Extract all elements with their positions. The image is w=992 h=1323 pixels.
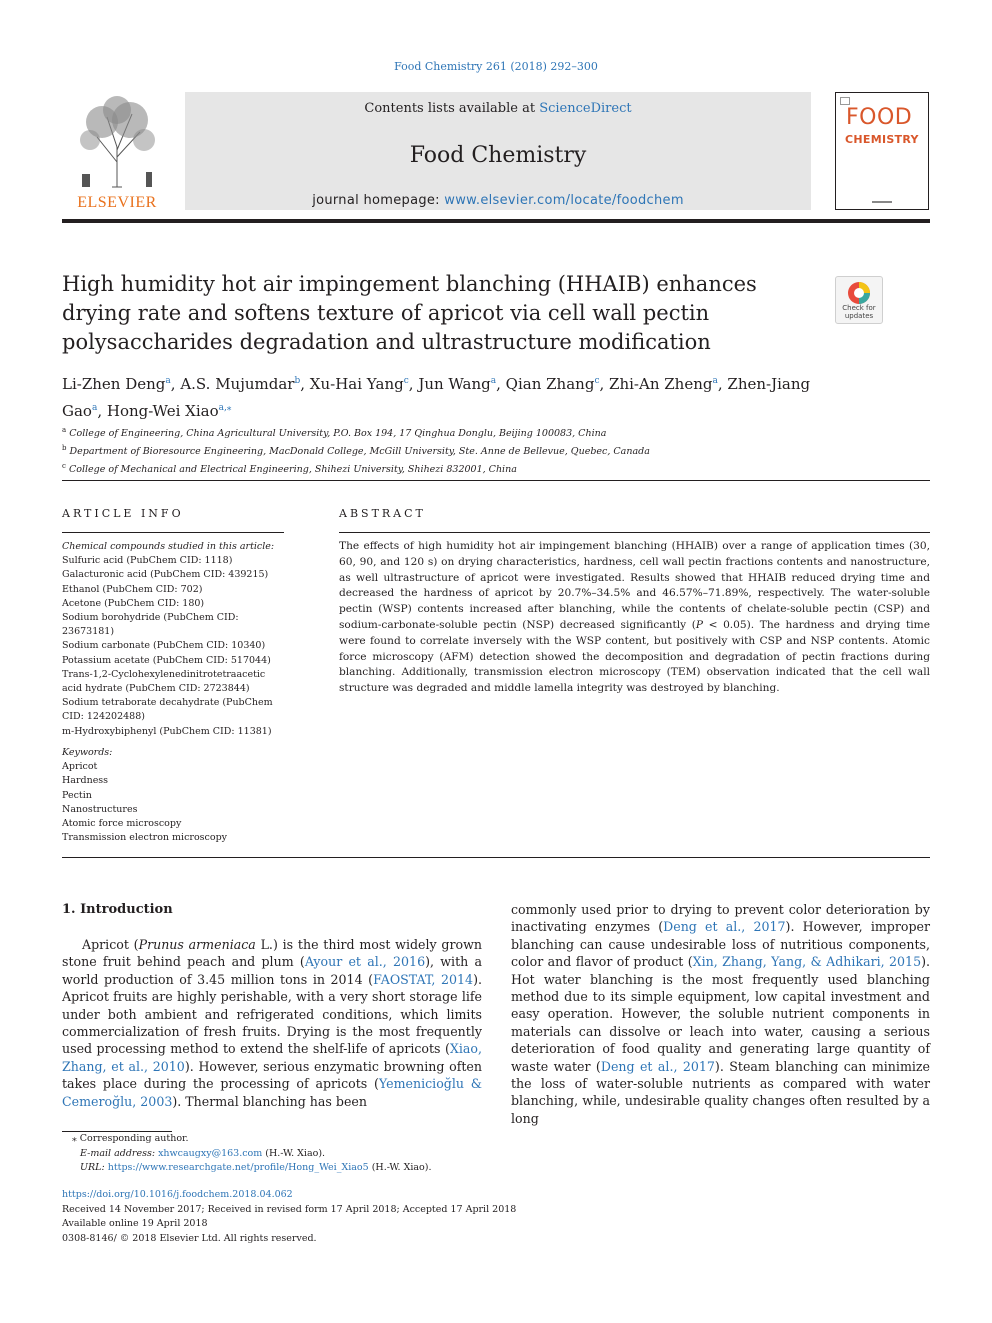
affiliation-item: $^b$ Department of Bioresource Engineering, MacDonald College, McGill University, Ste. Anne de Bellevue, Quebec, Canada [62, 444, 650, 458]
journal-name: Food Chemistry [409, 143, 587, 168]
keyword-item: Apricot [62, 761, 98, 773]
journal-citation[interactable]: Food Chemistry 261 (2018) 292–300 [394, 60, 598, 73]
keyword-list [62, 760, 287, 845]
contents-line: Contents lists available at ScienceDirect [364, 101, 632, 116]
compound-item: Potassium acetate (PubChem CID: 517044) [62, 654, 271, 666]
online-date: Available online 19 April 2018 [62, 1218, 208, 1229]
cover-logo-mark [840, 97, 850, 105]
compound-item: Trans-1,2-Cyclohexylenedinitrotetraacetic acid hydrate (PubChem CID: 2723844) [62, 668, 266, 695]
author-name[interactable]: Zhen-Jiang Gao [62, 375, 811, 420]
compound-item: Ethanol (PubChem CID: 702) [62, 583, 203, 595]
article-info-heading: ARTICLE INFO [62, 507, 184, 520]
crossmark-icon [847, 281, 871, 305]
author-name[interactable]: Li-Zhen Deng [62, 375, 166, 393]
cover-footer-mark [872, 201, 892, 203]
author-affiliation-mark[interactable]: b [294, 376, 301, 386]
article-title: High humidity hot air impingement blanching (HHAIB) enhances drying rate and softens texture of apricot via cell wall pectin polysaccharides degradation and ultrastructure modification [62, 272, 757, 354]
journal-cover [835, 92, 929, 210]
body-text: ). Thermal blanching has been [172, 1093, 367, 1109]
body-column-left [62, 936, 482, 1110]
cover-title-food: FOOD [846, 105, 913, 130]
affiliations [62, 423, 862, 477]
author-name[interactable]: Hong-Wei Xiao [106, 402, 219, 420]
publication-info [62, 1188, 662, 1246]
section-rule [62, 480, 930, 481]
citation-link[interactable]: Ayour et al., 2016 [304, 954, 426, 970]
copyright: 0308-8146/ © 2018 Elsevier Ltd. All rights reserved. [62, 1232, 317, 1244]
abstract-rule [339, 532, 930, 533]
author-affiliation-mark[interactable]: c [594, 376, 600, 386]
body-text: ). However, improper blanching can cause undesirable loss of nutritious components, color and flavor of product ( [511, 919, 930, 970]
abstract-text: The effects of high humidity hot air impingement blanching (HHAIB) over a range of application times (30, 60, 90, and 120 s) on drying characteristics, hardness, cell wall pectin fractions contents and nanostructure, as well ultrastructure of apricot were investigated. Results showed that HHAIB reduced drying time and decreased the hardness of apricot by 20.7%–34.5% and 46.57%–71.89%, respectively. The water-soluble pectin (WSP) contents increased after blanching, while the contents of chelate-soluble pectin (CSP) and sodium-carbonate-soluble pectin (NSP) decreased significantly (P < 0.05). The hardness and drying time were found to correlate inversely with the WSP content, but positively with CSP and NSP contents. Atomic force microscopy (AFM) detection showed the decomposition and degradation of pectin fractions during blanching. Additionally, transmission electron microscopy (TEM) observation indicated that the cell wall structure was degraded and middle lamella integrity was destroyed by blanching. [339, 540, 930, 695]
compound-item: m-Hydroxybiphenyl (PubChem CID: 11381) [62, 725, 272, 737]
check-for-updates-badge[interactable] [835, 276, 883, 324]
received-dates: Received 14 November 2017; Received in revised form 17 April 2018; Accepted 17 April 2018 [62, 1203, 517, 1215]
author-affiliation-mark[interactable]: a [712, 376, 718, 386]
author-affiliation-mark[interactable]: a [490, 376, 497, 386]
author-name[interactable]: Jun Wang [418, 375, 491, 393]
keywords [62, 746, 287, 845]
email-note: E-mail address: xhwcaugxy@163.com (H.-W. Xiao). [80, 1147, 326, 1159]
body-text: ). Steam blanching can minimize the loss of water-soluble nutrients as compared with water blanching, while, undesirable quality changes often resulted by a long [511, 1058, 931, 1126]
cover-title-chemistry: CHEMISTRY [845, 133, 919, 146]
footnotes [62, 1132, 562, 1176]
homepage-line: journal homepage: www.elsevier.com/locate/foodchem [312, 193, 684, 208]
keyword-item: Transmission electron microscopy [62, 832, 228, 844]
homepage-link[interactable]: www.elsevier.com/locate/foodchem [444, 193, 684, 208]
author-affiliation-mark[interactable]: a [91, 403, 98, 413]
url-note: URL: https://www.researchgate.net/profile/Hong_Wei_Xiao5 (H.-W. Xiao). [80, 1162, 432, 1173]
elsevier-wordmark: ELSEVIER [77, 194, 157, 211]
compound-item: Galacturonic acid (PubChem CID: 439215) [62, 569, 269, 581]
author-list: Li-Zhen Deng$^a$, A.S. Mujumdar$^b$, Xu-Hai Yang$^c$, Jun Wang$^a$, Qian Zhang$^c$, Zhi-An Zheng$^a$, Zhen-Jiang Gao$^a$, Hong-Wei Xiao$^{a,⁎}$ [62, 375, 811, 420]
author-name[interactable]: A.S. Mujumdar [180, 375, 295, 393]
compound-item: Sodium borohydride (PubChem CID: 23673181) [62, 612, 239, 638]
citation-link[interactable]: Yemenicioğlu & Cemeroğlu, 2003 [62, 1076, 482, 1109]
italic-text: Prunus armeniaca [138, 937, 256, 952]
compound-item: Sulfuric acid (PubChem CID: 1118) [62, 555, 233, 567]
sciencedirect-link[interactable]: ScienceDirect [539, 101, 632, 116]
corresponding-author-note: ⁎ Corresponding author. [72, 1133, 189, 1144]
compound-item: Sodium tetraborate decahydrate (PubChem CID: 124202488) [62, 697, 273, 723]
body-text: ). Hot water blanching is the most frequently used blanching method due to its simple equipment, low capital investment and easy operation. However, the soluble nutrient components in materials can dissolve or leach into water, causing a serious deterioration of food quality and generating large quantity of waste water ( [511, 954, 930, 1074]
email-link[interactable]: xhwcaugxy@163.com [158, 1147, 263, 1159]
header-rule [62, 219, 930, 223]
crossmark-line-2: updates [844, 312, 874, 320]
compound-item: Sodium carbonate (PubChem CID: 10340) [62, 640, 266, 652]
body-column-right [511, 901, 930, 1127]
section-rule [62, 857, 930, 858]
article-info-rule [62, 532, 284, 533]
citation-link[interactable]: Deng et al., 2017 [600, 1058, 715, 1074]
keyword-item: Pectin [62, 789, 92, 801]
author-name[interactable]: Zhi-An Zheng [609, 375, 713, 393]
citation-link[interactable]: Deng et al., 2017 [663, 919, 786, 935]
citation-link[interactable]: FAOSTAT, 2014 [373, 971, 474, 987]
body-text: commonly used prior to drying to prevent color deterioration by inactivating enzymes ( [511, 902, 930, 935]
author-name[interactable]: Xu-Hai Yang [309, 375, 404, 393]
profile-url-link[interactable]: https://www.researchgate.net/profile/Hong_Wei_Xiao5 [107, 1162, 369, 1173]
affiliation-item: $^c$ College of Mechanical and Electrical Engineering, Shihezi University, Shihezi 832001, China [62, 462, 517, 476]
doi-link[interactable]: https://doi.org/10.1016/j.foodchem.2018.04.062 [62, 1189, 293, 1200]
author-affiliation-mark[interactable]: c [403, 376, 409, 386]
keyword-item: Nanostructures [62, 803, 138, 815]
author-name[interactable]: Qian Zhang [505, 375, 595, 393]
keyword-item: Atomic force microscopy [62, 818, 182, 830]
affiliation-item: $^a$ College of Engineering, China Agricultural University, P.O. Box 194, 17 Qinghua Donglu, Beijing 100083, China [62, 426, 607, 440]
author-affiliation-mark[interactable]: a [165, 376, 171, 386]
compound-list [62, 554, 287, 739]
citation-link[interactable]: Xiao, Zhang, et al., 2010 [62, 1041, 482, 1074]
keywords-heading: Keywords: [62, 747, 113, 758]
chemical-compounds [62, 540, 287, 739]
abstract-heading: ABSTRACT [339, 507, 426, 520]
citation-link[interactable]: Xin, Zhang, Yang, & Adhikari, 2015 [692, 954, 922, 970]
compound-item: Acetone (PubChem CID: 180) [62, 597, 205, 609]
crossmark-line-1: Check for [842, 304, 876, 312]
body-text: L.) is the third most widely grown stone fruit behind peach and plum ( [62, 937, 482, 970]
body-text: ), with a world production of 3.45 million tons in 2014 ( [62, 954, 482, 987]
body-text: ). However, serious enzymatic browning often takes place during the processing of apricots ( [62, 1058, 482, 1092]
body-text: ). Apricot fruits are highly perishable, with a very short storage life under both ambient and refrigerated conditions, which limits commercialization of fresh fruits. Drying is the most frequently used processing method to extend the shelf-life of apricots ( [62, 971, 482, 1057]
keyword-item: Hardness [62, 775, 109, 787]
author-affiliation-mark[interactable]: a,⁎ [218, 403, 232, 413]
body-text: Apricot ( [82, 937, 139, 952]
introduction-heading: 1. Introduction [62, 902, 173, 917]
compounds-heading: Chemical compounds studied in this article: [62, 541, 275, 552]
